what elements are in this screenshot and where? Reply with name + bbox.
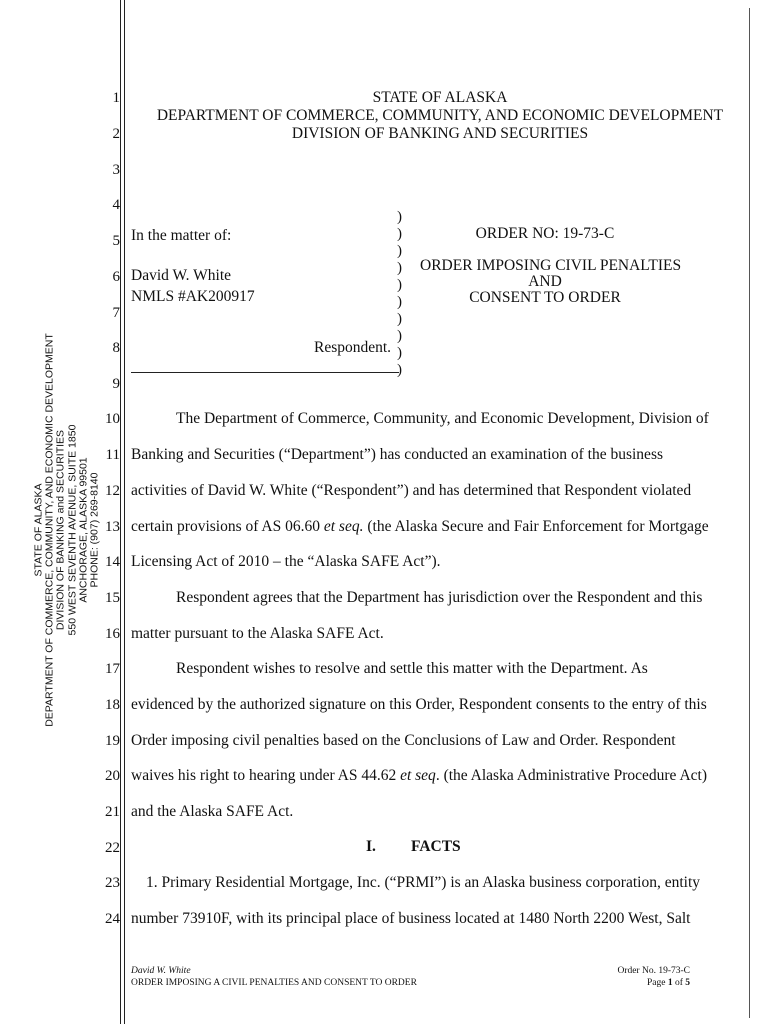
line-number: 2: [112, 126, 120, 142]
body-line: Banking and Securities (“Department”) has conducted an examination of the business: [131, 446, 664, 463]
line-number: 8: [112, 340, 120, 356]
order-title-line1: ORDER IMPOSING CIVIL PENALTIES: [420, 257, 682, 274]
body-italic: et seq: [400, 767, 436, 784]
footer-order-number: Order No. 19-73-C: [617, 966, 690, 976]
caption-paren: ): [397, 226, 402, 242]
stamp-line: DEPARTMENT OF COMMERCE, COMMUNITY, AND ECONOMIC DEVELOPMENT: [43, 333, 56, 727]
left-margin-rule-inner: [124, 0, 125, 1024]
caption-paren: ): [397, 260, 402, 276]
body-line: [131, 518, 709, 536]
line-number: 23: [105, 875, 120, 891]
footer-document-title: ORDER IMPOSING A CIVIL PENALTIES AND CONSENT TO ORDER: [131, 978, 417, 988]
line-number: 22: [105, 840, 120, 856]
stamp-line: STATE OF ALASKA: [32, 483, 45, 577]
line-number: 14: [105, 554, 120, 570]
header-division: DIVISION OF BANKING AND SECURITIES: [291, 125, 589, 142]
order-title-line2: AND: [528, 273, 562, 290]
body-text: waives his right to hearing under AS 44.62: [131, 767, 401, 784]
line-number: 4: [112, 197, 120, 213]
body-line: The Department of Commerce, Community, and Economic Development, Division of: [176, 410, 709, 427]
stamp-line: DIVISION OF BANKING and SECURITIES: [54, 429, 67, 631]
footer-respondent: David W. White: [131, 966, 191, 976]
line-number: 7: [112, 305, 120, 321]
footer-page-of: of: [672, 978, 686, 988]
footer-case-name: [131, 965, 191, 977]
footer-page-current: 1: [667, 978, 673, 988]
caption-paren: ): [397, 209, 402, 225]
respondent-name: David W. White: [131, 267, 232, 284]
order-number: ORDER NO: 19-73-C: [475, 225, 615, 242]
respondent-label: Respondent.: [314, 339, 392, 356]
line-number: 12: [105, 483, 120, 499]
stamp-line: 550 WEST SEVENTH AVENUE, SUITE 1850: [66, 424, 78, 636]
sidebar-address-stamp: [33, 333, 100, 727]
line-number: 24: [105, 911, 120, 927]
body-line: evidenced by the authorized signature on this Order, Respondent consents to the entry of this: [131, 696, 707, 713]
footer-page-total: 5: [685, 978, 690, 988]
caption-paren: ): [397, 311, 402, 327]
line-number: 13: [105, 519, 120, 535]
footer-page-number: [560, 977, 690, 989]
line-number: 11: [105, 447, 120, 463]
stamp-line: ANCHORAGE, ALASKA 99501: [77, 457, 90, 603]
caption-paren: ): [397, 345, 402, 361]
line-number: 16: [105, 626, 120, 642]
body-line: Licensing Act of 2010 – the “Alaska SAFE Act”).: [131, 553, 441, 570]
left-margin-rule-outer: [120, 0, 121, 1024]
line-number: 6: [112, 269, 120, 285]
body-line: activities of David W. White (“Respondent”) and has determined that Respondent violated: [131, 482, 692, 499]
section-title: FACTS: [411, 838, 461, 855]
footer-page-prefix: Page: [646, 978, 668, 988]
caption-paren: ): [397, 243, 402, 259]
line-number: 10: [105, 411, 120, 427]
line-number: 18: [105, 697, 120, 713]
body-line: Respondent wishes to resolve and settle this matter with the Department. As: [176, 660, 648, 677]
line-number: 9: [112, 376, 120, 392]
body-line: Respondent agrees that the Department has jurisdiction over the Respondent and this: [176, 589, 703, 606]
line-number: 21: [105, 804, 120, 820]
body-text: certain provisions of AS 06.60: [131, 518, 324, 535]
line-number: 1: [112, 90, 120, 106]
line-number: 15: [105, 590, 120, 606]
line-number: 20: [105, 768, 120, 784]
body-text: . (the Alaska Administrative Procedure Act): [435, 767, 707, 784]
header-state: STATE OF ALASKA: [372, 89, 508, 106]
caption-paren: ): [397, 362, 402, 378]
line-number: 19: [105, 733, 120, 749]
caption-paren: ): [397, 294, 402, 310]
caption-paren: ): [397, 328, 402, 344]
header-department: DEPARTMENT OF COMMERCE, COMMUNITY, AND ECONOMIC DEVELOPMENT: [156, 107, 724, 124]
body-line: number 73910F, with its principal place of business located at 1480 North 2200 West, Salt: [131, 910, 691, 927]
section-number: I.: [366, 838, 376, 855]
stamp-line: PHONE: (907) 269-8140: [88, 472, 101, 588]
body-line: Order imposing civil penalties based on the Conclusions of Law and Order. Respondent: [131, 732, 676, 749]
caption-paren: ): [397, 277, 402, 293]
right-margin-rule: [749, 8, 750, 1018]
body-line: matter pursuant to the Alaska SAFE Act.: [131, 625, 384, 642]
order-title-line3: CONSENT TO ORDER: [469, 289, 621, 306]
respondent-nmls: NMLS #AK200917: [131, 288, 255, 305]
body-line: and the Alaska SAFE Act.: [131, 803, 294, 820]
body-italic: et seq.: [323, 518, 364, 535]
line-number: 5: [112, 233, 120, 249]
body-line: [131, 767, 707, 785]
matter-label: In the matter of:: [131, 227, 232, 244]
line-number: 3: [112, 162, 120, 178]
body-text: (the Alaska Secure and Fair Enforcement for Mortgage: [363, 518, 709, 535]
line-number: 17: [105, 661, 120, 677]
caption-underline: [131, 372, 399, 373]
body-line: 1. Primary Residential Mortgage, Inc. (“PRMI”) is an Alaska business corporation, entity: [146, 874, 701, 891]
